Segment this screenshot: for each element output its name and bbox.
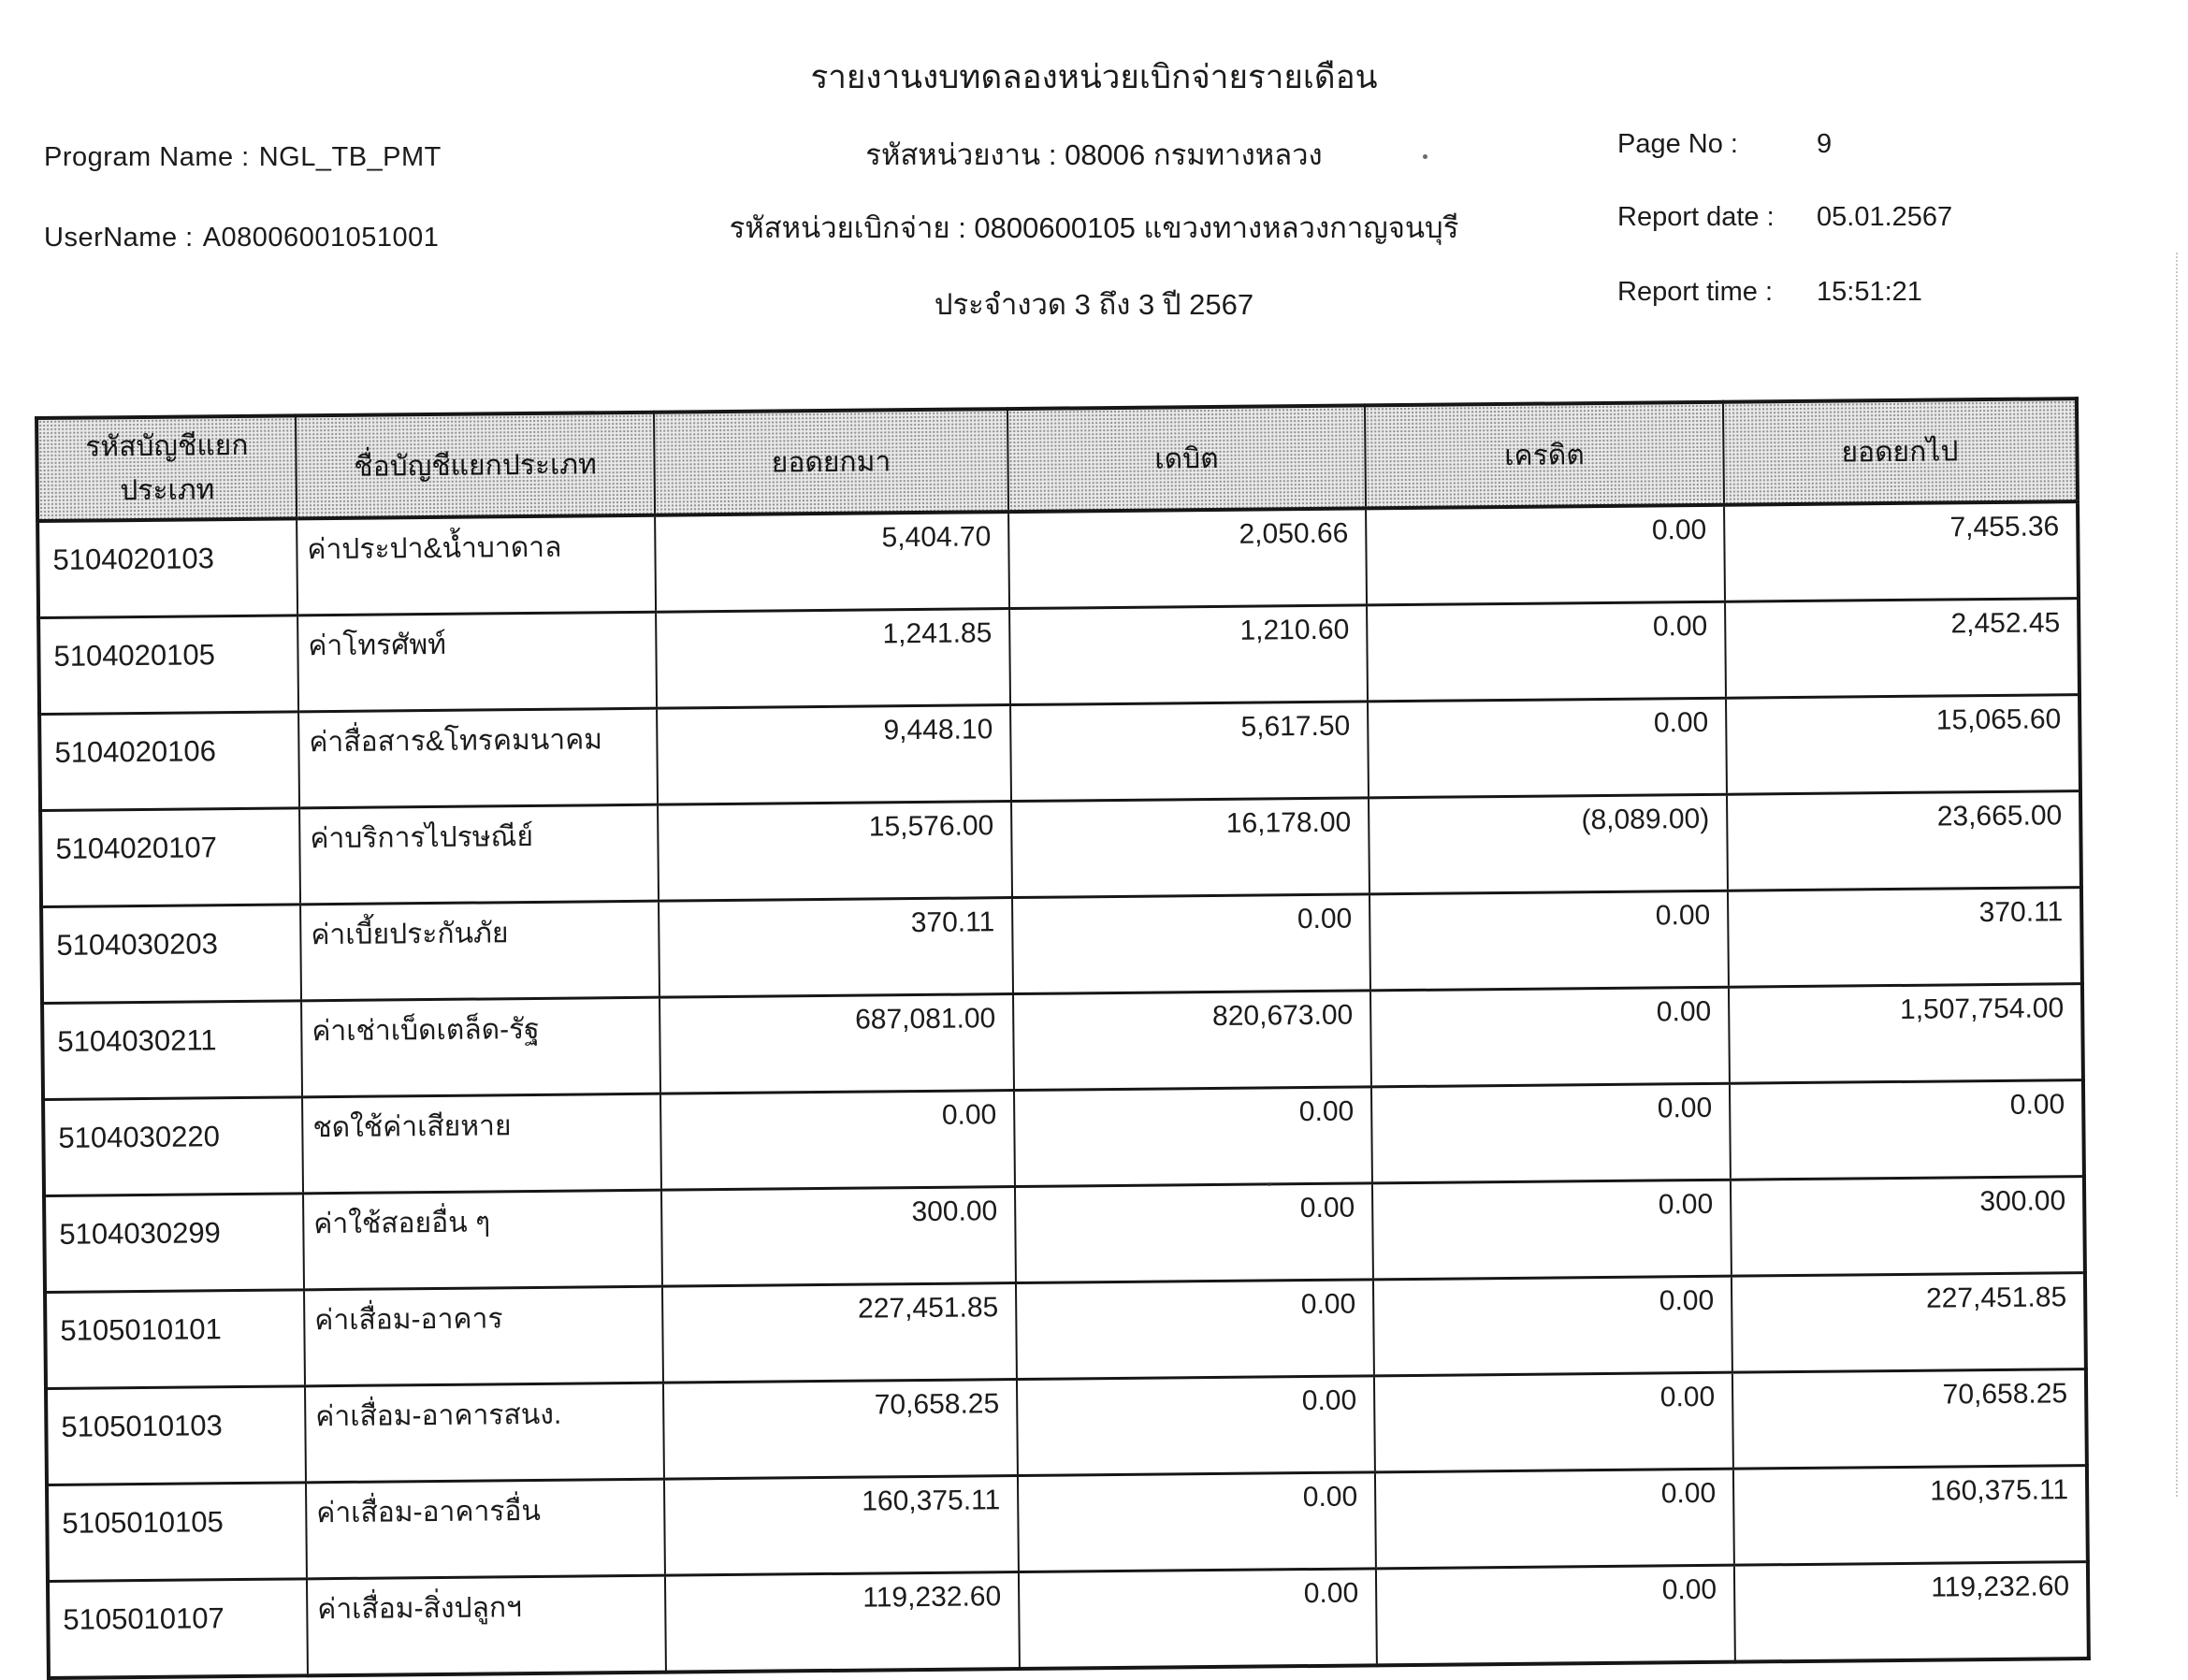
debit-cell: 16,178.00 (1011, 798, 1369, 898)
account-code-cell: 5104020105 (38, 616, 298, 715)
carried-forward-cell: 23,665.00 (1727, 791, 2081, 891)
program-name-value: NGL_TB_PMT (258, 142, 442, 172)
carried-forward-cell: 227,451.85 (1732, 1273, 2086, 1373)
account-name-cell: ค่าบริการไปรษณีย์ (299, 804, 659, 905)
account-code-cell: 5105010107 (48, 1579, 308, 1678)
account-name-cell: ค่าเช่าเบ็ดเตล็ด-รัฐ (301, 997, 660, 1097)
report-date-label: Report date : (1617, 202, 1775, 232)
carried-forward-cell: 119,232.60 (1734, 1562, 2089, 1662)
scan-speck (1268, 1182, 1271, 1186)
trial-balance-table (35, 397, 2091, 1680)
header-balance-brought-forward: ยอดยกมา (654, 409, 1008, 515)
brought-forward-cell: 0.00 (660, 1091, 1015, 1191)
credit-cell: 0.00 (1371, 1083, 1731, 1183)
brought-forward-cell: 687,081.00 (659, 994, 1014, 1094)
brought-forward-cell: 9,448.10 (657, 705, 1011, 805)
credit-cell: 0.00 (1376, 1565, 1735, 1665)
debit-cell: 0.00 (1018, 1472, 1376, 1572)
period-line: ประจำงวด 3 ถึง 3 ปี 2567 (934, 288, 1254, 321)
debit-cell: 0.00 (1012, 894, 1370, 994)
account-code-cell: 5104020106 (39, 712, 299, 811)
report-title: รายงานงบทดลองหน่วยเบิกจ่ายรายเดือน (810, 59, 1378, 95)
debit-cell: 2,050.66 (1008, 508, 1367, 608)
credit-cell: 0.00 (1368, 698, 1727, 798)
account-code-cell: 5104030203 (41, 905, 301, 1004)
account-code-cell: 5104030299 (44, 1194, 304, 1293)
brought-forward-cell: 300.00 (661, 1187, 1016, 1287)
brought-forward-cell: 1,241.85 (656, 609, 1010, 709)
credit-cell: 0.00 (1366, 505, 1725, 605)
account-code-cell: 5104020107 (40, 808, 300, 907)
brought-forward-cell: 15,576.00 (658, 802, 1012, 902)
header-credit: เครดิต (1365, 402, 1724, 509)
report-time-label: Report time : (1617, 277, 1773, 307)
account-name-cell: ค่าประปา&น้ำบาดาล (297, 515, 656, 616)
credit-cell: 0.00 (1373, 1276, 1732, 1376)
debit-cell: 820,673.00 (1013, 991, 1371, 1091)
debit-cell: 0.00 (1019, 1569, 1377, 1669)
account-name-cell: ค่าเสื่อม-อาคารอื่น (306, 1479, 665, 1579)
disbursement-unit-line: รหัสหน่วยเบิกจ่าย : 0800600105 แขวงทางหลวงกาญจนบุรี (729, 211, 1459, 244)
header-account-name: ชื่อบัญชีแยกประเภท (296, 413, 655, 519)
carried-forward-cell: 7,455.36 (1724, 501, 2079, 601)
username-label: UserName : (44, 223, 194, 253)
debit-cell: 0.00 (1014, 1087, 1372, 1187)
scan-speck (1423, 154, 1427, 159)
brought-forward-cell: 227,451.85 (662, 1283, 1017, 1383)
table-row (48, 1562, 2089, 1678)
table-header-row (36, 398, 2078, 521)
account-code-cell: 5105010105 (47, 1483, 307, 1582)
account-name-cell: ค่าสื่อสาร&โทรคมนาคม (298, 708, 658, 808)
brought-forward-cell: 5,404.70 (655, 512, 1009, 612)
account-code-cell: 5104020103 (37, 518, 297, 617)
debit-cell: 1,210.60 (1009, 605, 1368, 705)
account-code-cell: 5104030211 (42, 1001, 302, 1100)
carried-forward-cell: 0.00 (1730, 1080, 2084, 1180)
debit-cell: 0.00 (1015, 1183, 1373, 1283)
account-name-cell: ค่าใช้สอยอื่น ๆ (303, 1190, 662, 1290)
account-name-cell: ชดใช้ค่าเสียหาย (302, 1093, 661, 1194)
carried-forward-cell: 2,452.45 (1725, 599, 2079, 699)
scan-edge-artifact (2176, 253, 2178, 1497)
credit-cell: 0.00 (1370, 987, 1730, 1087)
brought-forward-cell: 119,232.60 (665, 1572, 1020, 1673)
account-code-cell: 5105010101 (45, 1290, 305, 1389)
carried-forward-cell: 15,065.60 (1726, 695, 2080, 795)
account-name-cell: ค่าเบี้ยประกันภัย (300, 901, 659, 1001)
header-debit: เดบิต (1007, 405, 1366, 512)
credit-cell: 0.00 (1375, 1469, 1734, 1569)
page-no-label: Page No : (1617, 129, 1738, 159)
account-name-cell: ค่าเสื่อม-สิ่งปลูกฯ (307, 1575, 666, 1675)
carried-forward-cell: 1,507,754.00 (1729, 984, 2083, 1084)
credit-cell: 0.00 (1374, 1372, 1733, 1472)
carried-forward-cell: 160,375.11 (1733, 1466, 2088, 1566)
carried-forward-cell: 300.00 (1731, 1177, 2085, 1277)
account-code-cell: 5104030220 (43, 1097, 303, 1196)
debit-cell: 0.00 (1016, 1280, 1374, 1380)
credit-cell: 0.00 (1367, 601, 1726, 702)
debit-cell: 5,617.50 (1010, 702, 1369, 802)
account-name-cell: ค่าเสื่อม-อาคารสนง. (305, 1383, 664, 1483)
credit-cell: 0.00 (1369, 891, 1729, 991)
debit-cell: 0.00 (1017, 1376, 1375, 1476)
account-name-cell: ค่าเสื่อม-อาคาร (304, 1286, 663, 1386)
account-name-cell: ค่าโทรศัพท์ (297, 612, 657, 712)
brought-forward-cell: 160,375.11 (664, 1476, 1019, 1576)
report-time-value: 15:51:21 (1817, 277, 1922, 307)
report-date-value: 05.01.2567 (1817, 202, 1953, 232)
brought-forward-cell: 70,658.25 (663, 1380, 1018, 1480)
header-account-code: รหัสบัญชีแยกประเภท (36, 415, 297, 521)
agency-code-line: รหัสหน่วยงาน : 08006 กรมทางหลวง (865, 138, 1323, 171)
carried-forward-cell: 70,658.25 (1732, 1369, 2087, 1470)
program-name-label: Program Name : (44, 142, 250, 172)
credit-cell: (8,089.00) (1369, 794, 1728, 894)
page-no-value: 9 (1817, 129, 1833, 159)
username-value: A08006001051001 (202, 223, 440, 253)
header-balance-carried-forward: ยอดยกไป (1723, 398, 2078, 505)
carried-forward-cell: 370.11 (1728, 888, 2082, 988)
account-code-cell: 5105010103 (46, 1386, 306, 1485)
credit-cell: 0.00 (1372, 1180, 1732, 1280)
brought-forward-cell: 370.11 (659, 898, 1013, 998)
